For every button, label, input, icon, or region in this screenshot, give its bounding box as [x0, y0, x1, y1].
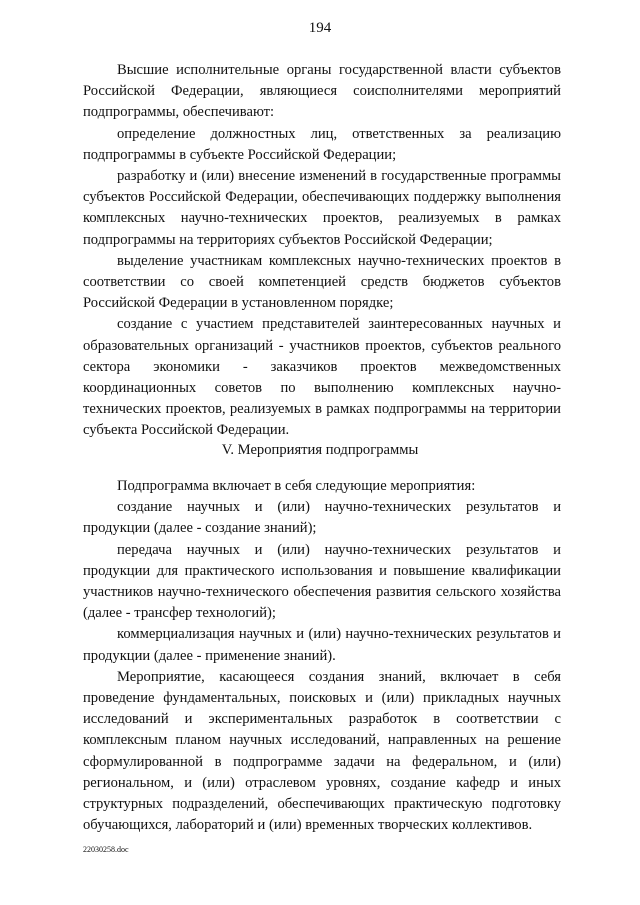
activities-section: [83, 476, 561, 836]
activities-intro-paragraph: Подпрограмма включает в себя следующие мероприятия:: [117, 478, 476, 494]
list-item-knowledge-creation: создание научных и (или) научно-технических результатов и продукции (далее - создание знаний);: [83, 499, 561, 537]
list-item-officials: определение должностных лиц, ответственных за реализацию подпрограммы в субъекте Российской Федерации;: [83, 125, 561, 163]
page-number: 194: [308, 20, 332, 36]
list-item-knowledge-application: коммерциализация научных и (или) научно-технических результатов и продукции (далее - применение знаний).: [83, 626, 561, 664]
list-item-councils: создание с участием представителей заинтересованных научных и образовательных организаций - участников проектов, субъектов реального сектора экономики - заказчиков проектов межведомственных координационных советов по выполнению комплексных научно-технических проектов, реализуемых в рамках подпрограммы на территории субъекта Российской Федерации.: [83, 316, 561, 439]
footer-filename: 22030258.doc: [83, 845, 129, 854]
knowledge-creation-description: Мероприятие, касающееся создания знаний, включает в себя проведение фундаментальных, поисковых и (или) прикладных научных исследований и экспериментальных разработок в соответствии с комплексным планом научных исследований, направленных на решение сформулированной в подпрограмме задачи на федеральном, и (или) региональном, и (или) отраслевом уровнях, создание кафедр и иных структурных подразделений, обеспечивающих практическую подготовку обучающихся, лабораторий и (или) временных творческих коллективов.: [83, 668, 561, 834]
list-item-funding: выделение участникам комплексных научно-технических проектов в соответствии со своей компетенцией средств бюджетов субъектов Российской Федерации в установленном порядке;: [83, 252, 561, 312]
responsibilities-section: [83, 60, 561, 442]
list-item-programs: разработку и (или) внесение изменений в государственные программы субъектов Российской Федерации, обеспечивающих поддержку выполнения комплексных научно-технических проектов, реализуемых в рамках подпрограммы на территориях субъектов Российской Федерации;: [83, 168, 561, 248]
intro-paragraph: Высшие исполнительные органы государственной власти субъектов Российской Федерации, являющиеся соисполнителями мероприятий подпрограммы, обеспечивают:: [83, 62, 561, 121]
section-heading: V. Мероприятия подпрограммы: [221, 442, 419, 458]
list-item-technology-transfer: передача научных и (или) научно-технических результатов и продукции для практического использования и повышение квалификации участников научно-технического обеспечения развития сельского хозяйства (далее - трансфер технологий);: [83, 541, 561, 622]
